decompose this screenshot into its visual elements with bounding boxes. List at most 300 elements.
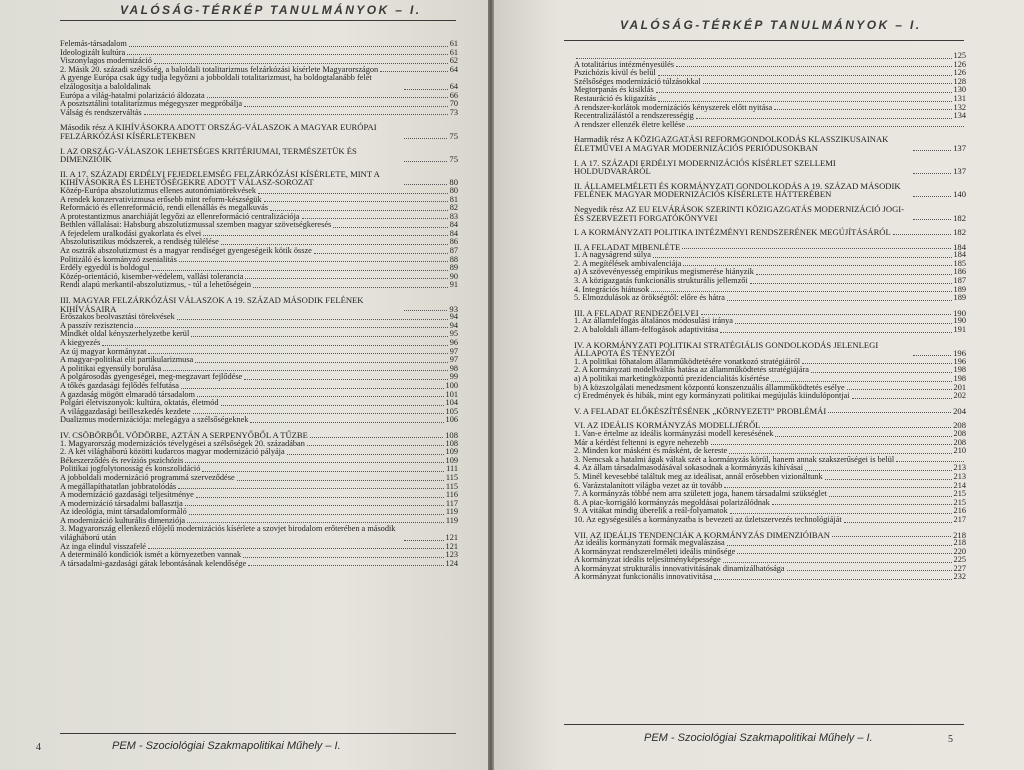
- leader-dots: [720, 332, 951, 333]
- toc-entry-title: A kiegyezés: [60, 338, 101, 347]
- toc-entry-page: 84: [449, 220, 458, 230]
- toc-entry-title: A magyar-politikai elit partikularizmusa: [60, 355, 194, 365]
- toc-entry-title: 1. Az államfelfogás általános módosulási iránya: [574, 316, 733, 326]
- toc-entry-title: A politikai egyensúly borulása: [60, 363, 162, 373]
- leader-dots: [825, 479, 952, 480]
- footer-title: PEM - Szociológiai Szakmapolitikai Műhely – I.: [112, 740, 341, 752]
- table-of-contents: [60, 40, 458, 568]
- toc-entry-page: 108: [445, 429, 458, 440]
- toc-entry-page: 81: [449, 194, 458, 204]
- toc-entry-page: 210: [953, 446, 966, 456]
- toc-entry-title: 5. Elmozdulások az örökségtől: előre és hátra: [574, 293, 725, 303]
- toc-entry-title: Közép-orientáció, kisember-védelem, vallási tolerancia: [60, 271, 244, 281]
- leader-dots: [893, 234, 951, 235]
- toc-entry-title: Az új magyar kormányzat: [60, 346, 147, 356]
- leader-dots: [185, 505, 444, 506]
- leader-dots: [314, 253, 448, 254]
- toc-entry-page: 208: [953, 420, 966, 431]
- toc-entry: [60, 123, 458, 140]
- toc-entry-title: 1. Magyarország modernizációs tévelygései a szélsőségek 20. századában: [60, 438, 305, 448]
- leader-dots: [191, 336, 447, 337]
- leader-dots: [404, 540, 443, 541]
- toc-entry-title: A tőkés gazdasági fejlődés felfutása: [60, 380, 179, 390]
- toc-entry-title: 1. Van-e értelme az ideális kormányzási modell keresésének: [574, 428, 774, 438]
- toc-entry: [574, 407, 966, 416]
- toc-entry-page: 190: [953, 307, 966, 318]
- toc-entry: [574, 573, 966, 582]
- toc-entry-title: Közép-Európa abszolutizmus ellenes autonómiatörekvések: [60, 185, 257, 195]
- toc-entry-page: 198: [953, 365, 966, 375]
- toc-entry-page: 96: [449, 338, 458, 347]
- toc-entry-page: 208: [953, 428, 966, 438]
- toc-entry-page: 70: [449, 99, 458, 109]
- toc-entry-title: A gazdaság mögött elmaradó társadalom: [60, 389, 196, 399]
- toc-entry-title: Dualizmus modernizációja: melegágya a szélsőségeknek: [60, 415, 249, 425]
- toc-entry-page: 99: [449, 372, 458, 382]
- leader-dots: [727, 545, 952, 546]
- toc-entry-page: 115: [445, 472, 458, 482]
- toc-entry-title: A megállapíthatatlan jobbratolódás: [60, 481, 177, 491]
- leader-dots: [787, 570, 952, 571]
- toc-entry-page: 84: [449, 228, 458, 238]
- toc-entry: [574, 135, 966, 152]
- leader-dots: [723, 562, 952, 563]
- toc-entry-title: Restauráció és kiigazítás: [574, 93, 657, 103]
- toc-entry-page: 104: [445, 398, 458, 408]
- toc-entry-page: 117: [445, 498, 458, 508]
- toc-entry-title: c) Eredmények és hibák, mint egy kormányzati politikai megújulás kiindulópontjai: [574, 391, 850, 401]
- toc-entry: [574, 205, 966, 222]
- leader-dots: [771, 381, 951, 382]
- toc-entry-page: 204: [953, 405, 966, 416]
- toc-entry-title: A kormányzat strukturális innovativitásának dinamizálhatósága: [574, 563, 785, 573]
- leader-dots: [805, 470, 952, 471]
- toc-entry-page: 66: [449, 90, 458, 100]
- leader-dots: [178, 488, 444, 489]
- toc-entry-title: Bethlen vállalásai: Habsburg abszolutizmussal szemben magyar szövetségkeresés: [60, 220, 332, 230]
- toc-entry-title: 7. A kormányzás többé nem arra született joga, hanem társadalmi szükséglet: [574, 489, 827, 499]
- leader-dots: [310, 437, 443, 438]
- leader-dots: [913, 150, 951, 151]
- toc-entry-page: 119: [445, 507, 458, 517]
- leader-dots: [832, 536, 951, 537]
- toc-entry-page: 220: [953, 546, 966, 556]
- toc-entry-page: 198: [953, 374, 966, 383]
- toc-entry-page: 140: [953, 189, 966, 200]
- leader-dots: [187, 522, 444, 523]
- leader-dots: [658, 101, 952, 102]
- leader-dots: [144, 114, 448, 115]
- toc-entry-page: 217: [953, 514, 966, 524]
- leader-dots: [307, 445, 444, 446]
- toc-entry-page: 105: [445, 406, 458, 416]
- toc-entry: [574, 326, 966, 335]
- page-number: 4: [36, 742, 41, 753]
- leader-dots: [245, 278, 447, 279]
- toc-entry-title: 3. A közigazgatás funkcionális strukturális jellemzői: [574, 276, 748, 286]
- toc-entry: [60, 296, 458, 313]
- toc-entry-page: 137: [953, 142, 966, 153]
- leader-dots: [735, 323, 952, 324]
- toc-entry-title: I. A 17. SZÁZADI ERDÉLYI MODERNIZÁCIÓS KÍSÉRLET SZELLEMI HOLDUDVARÁRÓL: [574, 157, 836, 177]
- toc-entry-title: A társadalmi-gazdasági gátak lebontásának kelendősége: [60, 558, 247, 568]
- toc-entry-title: 2. Másik 20. századi szélsőség, a baloldali totalitarizmus felzárkózási kísérlete Magyarországon: [60, 64, 379, 74]
- leader-dots: [163, 370, 448, 371]
- leader-dots: [237, 480, 444, 481]
- toc-entry-page: 218: [953, 538, 966, 548]
- toc-entry-title: 6. Varázstalanított világba vezet az út tovább: [574, 480, 723, 490]
- toc-entry: [60, 416, 458, 425]
- running-head: VALÓSÁG-TÉRKÉP TANULMÁNYOK – I.: [620, 18, 922, 32]
- toc-entry-title: 9. A vitákat mindig überelik a reál-folyamatok: [574, 506, 728, 516]
- toc-entry-title: A kormányzat rendszerelméleti ideális minősége: [574, 546, 736, 556]
- toc-entry-title: Az inga elindul visszafelé: [60, 541, 146, 551]
- toc-entry-title: Polgári életviszonyok: kultúra, oktatás, életmód: [60, 398, 219, 408]
- toc-entry-page: 87: [449, 246, 458, 256]
- toc-entry-title: VI. AZ IDEÁLIS KORMÁNYZÁS MODELLJÉRŐL: [574, 420, 761, 431]
- leader-dots: [829, 496, 952, 497]
- toc-entry-page: 73: [449, 107, 458, 117]
- toc-entry-title: A kormányzat funkcionális innovativitása: [574, 572, 713, 582]
- toc-entry-title: A polgárosodás gyengeségei, meg-megzavart fejlődése: [60, 372, 243, 382]
- toc-entry-page: 128: [953, 76, 966, 86]
- toc-entry-title: A világgazdasági beilleszkedés kezdete: [60, 406, 191, 416]
- toc-entry: [60, 525, 458, 542]
- leader-dots: [148, 353, 447, 354]
- leader-dots: [250, 422, 443, 423]
- toc-entry: [574, 392, 966, 401]
- leader-dots: [762, 427, 951, 428]
- toc-entry-page: 109: [445, 447, 458, 457]
- footer-rule: [60, 733, 456, 734]
- leader-dots: [148, 548, 444, 549]
- toc-entry-page: 191: [953, 325, 966, 335]
- toc-entry-page: 94: [449, 312, 458, 322]
- leader-dots: [270, 210, 448, 211]
- toc-entry-page: 121: [445, 541, 458, 551]
- toc-entry-title: 1. A nagyságrend súlya: [574, 250, 651, 260]
- leader-dots: [896, 461, 964, 462]
- toc-entry-title: II. A FELADAT MIBENLÉTE: [574, 241, 681, 252]
- toc-entry-title: b) A közszolgálati menedzsment központú konszenzuális államműködtetés esélye: [574, 382, 845, 392]
- toc-entry-page: 213: [953, 471, 966, 481]
- leader-dots: [102, 345, 447, 346]
- leader-dots: [287, 454, 444, 455]
- toc-entry-title: 3. Nemcsak a hatalmi ágak váltak szét a kormányzás körül, hanem annak szakszerűségei is belül: [574, 454, 895, 464]
- leader-dots: [333, 227, 447, 228]
- toc-entry: [574, 294, 966, 303]
- toc-entry-page: 95: [449, 329, 458, 339]
- leader-dots: [129, 46, 448, 47]
- leader-dots: [404, 310, 447, 311]
- leader-dots: [913, 219, 951, 220]
- toc-entry-title: Politizáló és kormányzó zsenialitás: [60, 254, 177, 264]
- leader-dots: [727, 300, 952, 301]
- leader-dots: [404, 138, 447, 139]
- toc-entry-title: IV. A KORMÁNYZATI POLITIKAI STRATÉGIÁLIS GONDOLKODÁS JELENLEGI ÁLLAPOTA ÉS TÉNYEZŐI: [574, 339, 879, 359]
- leader-dots: [244, 106, 448, 107]
- toc-entry-title: A modernizáció gazdasági teljesítménye: [60, 490, 194, 500]
- toc-entry-title: Politikai jogfolytonosság és konszolidáció: [60, 464, 201, 474]
- leader-dots: [404, 161, 447, 162]
- toc-entry-title: I. AZ ORSZÁG-VÁLASZOK LEHETSÉGES KRITÉRIUMAI, TERMÉSZETÜK ÉS DIMENZIÓIK: [60, 145, 357, 165]
- toc-entry-page: 182: [953, 227, 966, 238]
- leader-dots: [576, 58, 952, 59]
- leader-dots: [264, 201, 448, 202]
- toc-entry-page: 62: [449, 56, 458, 66]
- toc-entry-title: Viszonylagos modernizáció: [60, 56, 152, 66]
- leader-dots: [750, 283, 952, 284]
- toc-entry-page: 218: [953, 529, 966, 540]
- leader-dots: [203, 235, 447, 236]
- leader-dots: [193, 413, 444, 414]
- leader-dots: [774, 109, 951, 110]
- toc-entry-title: 2. A két világháború közötti kudarcos magyar modernizáció pályája: [60, 447, 285, 457]
- header-rule: [564, 40, 964, 41]
- leader-dots: [701, 314, 952, 315]
- toc-entry-title: A posztsztálini totalitarizmus mégegyszer megpróbálja: [60, 99, 243, 109]
- toc-entry-page: 131: [953, 93, 966, 103]
- toc-entry-page: 190: [953, 316, 966, 326]
- toc-entry-page: 215: [953, 497, 966, 507]
- toc-entry: [574, 516, 966, 525]
- leader-dots: [913, 355, 951, 356]
- header-rule: [60, 20, 456, 21]
- toc-entry-page: 89: [449, 263, 458, 273]
- toc-entry-page: 119: [445, 515, 458, 525]
- leader-dots: [802, 363, 952, 364]
- toc-entry-page: 101: [445, 389, 458, 399]
- leader-dots: [221, 405, 444, 406]
- toc-entry-title: 2. A megítélések ambivalenciája: [574, 258, 682, 268]
- toc-entry-page: 94: [449, 320, 458, 330]
- toc-entry-title: Megtorpanás és kisiklás: [574, 85, 654, 95]
- leader-dots: [248, 565, 443, 566]
- toc-entry-title: Erdély egyedül is boldogul: [60, 263, 150, 273]
- toc-entry-title: Erőszakos beolvasztási törekvések: [60, 312, 175, 322]
- toc-entry-page: 80: [449, 185, 458, 195]
- leader-dots: [302, 218, 448, 219]
- toc-entry-page: 121: [445, 533, 458, 543]
- toc-entry-page: 184: [953, 241, 966, 252]
- toc-entry-title: a) A politikai marketingközpontú prezidencialitás kísértése: [574, 374, 770, 383]
- leader-dots: [847, 389, 952, 390]
- leader-dots: [844, 522, 952, 523]
- toc-entry-page: 137: [953, 166, 966, 177]
- toc-entry-title: Mindkét oldal kényszerhelyzetbe kerül: [60, 329, 190, 339]
- toc-entry-title: A kormányzat ideális teljesítményképessége: [574, 555, 721, 565]
- toc-entry-title: 8. A piac-korrigáló kormányzás megoldásai polarizálódnak: [574, 497, 770, 507]
- toc-entry-page: 208: [953, 437, 966, 447]
- leader-dots: [756, 274, 952, 275]
- toc-entry-title: a) A szövevényesség empirikus megismerése hiányzik: [574, 267, 754, 277]
- toc-entry-page: 216: [953, 506, 966, 516]
- toc-entry-page: 61: [449, 39, 458, 48]
- toc-entry-title: 2. A kormányzati modellváltás hatása az államműködtetés stratégiájára: [574, 365, 809, 375]
- leader-dots: [724, 487, 951, 488]
- toc-entry-title: A rendszer ellenzék életre kellése: [574, 119, 686, 129]
- toc-entry-title: Recentralizálástól a rendszerességig: [574, 111, 694, 121]
- leader-dots: [202, 471, 444, 472]
- leader-dots: [651, 291, 951, 292]
- leader-dots: [737, 553, 951, 554]
- toc-entry-title: 5. Minél kevesebbé találtuk meg az ideálisat, annál erősebben vizionáltunk: [574, 471, 823, 481]
- leader-dots: [682, 248, 951, 249]
- toc-entry-page: 100: [445, 380, 458, 390]
- toc-entry-page: 91: [449, 280, 458, 290]
- toc-entry-page: 61: [449, 47, 458, 57]
- toc-entry-page: 125: [953, 51, 966, 60]
- leader-dots: [772, 504, 952, 505]
- toc-entry-page: 75: [449, 154, 458, 165]
- leader-dots: [177, 319, 448, 320]
- leader-dots: [253, 287, 448, 288]
- toc-entry-page: 213: [953, 463, 966, 473]
- toc-entry-title: A fejedelem uralkodási gyakorlata és elvei: [60, 228, 202, 238]
- leader-dots: [653, 257, 952, 258]
- leader-dots: [207, 97, 448, 98]
- toc-entry-page: 189: [953, 293, 966, 303]
- leader-dots: [196, 497, 444, 498]
- toc-entry-title: A passzív rezisztencia: [60, 320, 134, 330]
- toc-entry-page: 227: [953, 563, 966, 573]
- toc-entry-title: Abszolutisztikus módszerek, a rendiség túlélése: [60, 237, 219, 247]
- leader-dots: [711, 444, 952, 445]
- leader-dots: [195, 362, 447, 363]
- leader-dots: [656, 92, 952, 93]
- toc-entry-title: III. A FELADAT RENDEZŐELVEI: [574, 307, 699, 318]
- toc-entry-page: 185: [953, 258, 966, 268]
- toc-entry-title: 2. Minden kor másként és másként, de kereste: [574, 446, 728, 456]
- leader-dots: [154, 63, 448, 64]
- toc-entry-title: 4. Az állam társadalmasodásával sokasodnak a kormányzás kihívásai: [574, 463, 804, 473]
- toc-entry-page: 75: [449, 130, 458, 141]
- toc-entry-title: Második rész A KIHÍVÁSOKRA ADOTT ORSZÁG-VÁLASZOK A MAGYAR EURÓPAI FELZÁRKÓZÁSI KÍSÉRLETEKBEN: [60, 122, 377, 141]
- toc-entry-page: 201: [953, 382, 966, 392]
- toc-entry-page: 196: [953, 348, 966, 359]
- toc-entry-title: A totalitárius intézményesülés: [574, 59, 675, 69]
- leader-dots: [913, 196, 951, 197]
- leader-dots: [404, 89, 447, 90]
- leader-dots: [135, 327, 447, 328]
- toc-entry-title: A gyenge Európa csak úgy tudja legyőzni a jobboldali totalitarizmust, ha boldogtalanább felét elzálogosítja a baloldalinak: [60, 73, 372, 91]
- running-head: VALÓSÁG-TÉRKÉP TANULMÁNYOK – I.: [120, 3, 422, 17]
- toc-entry-title: A rendszer-korlátok modernizációs kényszerek előtt nyitása: [574, 102, 773, 112]
- toc-entry-title: Békeszerződés és revíziós pszichózis: [60, 455, 184, 465]
- toc-entry: [60, 560, 458, 569]
- toc-entry-title: Ideologizált kultúra: [60, 47, 126, 57]
- toc-entry: [60, 147, 458, 164]
- toc-entry-page: 189: [953, 284, 966, 294]
- page-number: 5: [948, 734, 953, 745]
- toc-entry-page: 225: [953, 555, 966, 565]
- toc-entry-page: 116: [445, 490, 458, 500]
- toc-entry-title: Válság és rendszerváltás: [60, 107, 142, 117]
- toc-entry-title: A determináló kondíciók ismét a környezetben vannak: [60, 550, 242, 560]
- toc-entry-title: VII. AZ IDEÁLIS TENDENCIÁK A KORMÁNYZÁS DIMENZIÓIBAN: [574, 529, 830, 540]
- left-page: [0, 0, 488, 770]
- toc-entry-title: A rendek konzervativizmusa erősebb mint reform-készségük: [60, 194, 262, 204]
- table-of-contents: [574, 52, 966, 582]
- leader-dots: [811, 372, 952, 373]
- leader-dots: [687, 126, 964, 127]
- leader-dots: [221, 244, 448, 245]
- leader-dots: [730, 513, 952, 514]
- toc-entry-page: 106: [445, 415, 458, 425]
- toc-entry-page: 97: [449, 346, 458, 356]
- leader-dots: [152, 270, 448, 271]
- toc-entry-page: 202: [953, 391, 966, 401]
- toc-entry-page: 93: [449, 303, 458, 314]
- toc-entry-title: Rendi alapú merkantil-abszolutizmus, - túl a lehetőségein: [60, 280, 252, 290]
- toc-entry-title: Pszichózis kívül és belül: [574, 68, 656, 78]
- toc-entry-page: 132: [953, 102, 966, 112]
- toc-entry-title: IV. CSÖBÖRBŐL VÖDÖRBE, AZTÁN A SERPENYŐBŐL A TŰZBE: [60, 429, 308, 440]
- toc-entry-page: 64: [449, 64, 458, 74]
- leader-dots: [676, 66, 952, 67]
- toc-entry-page: 90: [449, 271, 458, 281]
- leader-dots: [127, 54, 448, 55]
- leader-dots: [404, 184, 447, 185]
- toc-entry-title: A protestantizmus anarchiáját legyőzi az ellenreformáció centralizációja: [60, 211, 300, 221]
- toc-entry-page: 134: [953, 111, 966, 121]
- toc-entry-page: 64: [449, 81, 458, 91]
- toc-entry: [60, 74, 458, 91]
- toc-entry-page: 187: [953, 276, 966, 286]
- toc-entry-title: Felemás-társadalom: [60, 39, 127, 48]
- toc-entry-title: Az ideális kormányzati formák megvalászása: [574, 538, 725, 548]
- toc-entry-title: Negyedik rész AZ EU ELVÁRÁSOK SZERINTI KÖZIGAZGATÁS MODERNIZÁCIÓ JOGI- ÉS SZERVEZETI FORGATÓKÖNYVEI: [574, 203, 905, 223]
- toc-entry-page: 232: [953, 572, 966, 582]
- leader-dots: [380, 71, 448, 72]
- toc-entry-title: A modernizáció kulturális dimenziója: [60, 515, 186, 525]
- toc-entry-page: 215: [953, 489, 966, 499]
- toc-entry-page: 82: [449, 203, 458, 213]
- toc-entry-title: V. A FELADAT ELŐKÉSZÍTÉSÉNEK „KÖRNYEZETI” PROBLÉMÁI: [574, 405, 827, 416]
- toc-entry-title: 10. Az egységesülés a kormányzatba is bevezeti az üzletszervezés technológiáját: [574, 514, 842, 524]
- toc-entry: [574, 121, 966, 130]
- toc-entry-title: II. A 17. SZÁZADI ERDÉLYI FEJEDELEMSÉG FELZÁRKÓZÁSI KÍSÉRLETE, MINT A KIHÍVÁSOKRA ÉS LEHETŐSÉGEKRE ADOTT VÁLASZ-SOROZAT: [60, 168, 380, 188]
- toc-entry-page: 184: [953, 250, 966, 260]
- toc-entry-page: 196: [953, 356, 966, 366]
- toc-entry-title: 4. Integrációs hiátusok: [574, 284, 650, 294]
- toc-entry-page: 214: [953, 480, 966, 490]
- toc-entry-title: 2. A baloldali állam-felfogások adaptivitása: [574, 325, 719, 335]
- toc-entry-page: 126: [953, 68, 966, 78]
- toc-entry-page: 130: [953, 85, 966, 95]
- toc-entry-page: 86: [449, 237, 458, 247]
- toc-entry-page: 97: [449, 355, 458, 365]
- toc-entry-title: III. MAGYAR FELZÁRKÓZÁSI VÁLASZOK A 19. SZÁZAD MÁSODIK FELÉNEK KIHÍVÁSAIRA: [60, 295, 364, 314]
- leader-dots: [197, 396, 444, 397]
- leader-dots: [913, 173, 951, 174]
- toc-entry-page: 83: [449, 211, 458, 221]
- toc-entry-page: 124: [445, 558, 458, 568]
- footer-rule: [564, 724, 964, 725]
- leader-dots: [658, 75, 952, 76]
- toc-entry: [574, 341, 966, 358]
- leader-dots: [683, 265, 951, 266]
- toc-entry-title: 3. Magyarország ellenkező előjelű modernizációs kísérlete a szovjet birodalom erőterében a második világháború után: [60, 524, 396, 543]
- toc-entry-title: Az osztrák abszolutizmust és a magyar rendiséget gyengeségeik kötik össze: [60, 246, 312, 256]
- toc-entry: [574, 182, 966, 199]
- toc-entry-page: 108: [445, 438, 458, 448]
- toc-entry-page: 126: [953, 59, 966, 69]
- leader-dots: [181, 388, 444, 389]
- toc-entry: [60, 281, 458, 290]
- toc-entry-title: I. A KORMÁNYZATI POLITIKA INTÉZMÉNYI RENDSZERÉNEK MEGÚJÍTÁSÁRÓL: [574, 227, 891, 238]
- toc-entry-page: 98: [449, 363, 458, 373]
